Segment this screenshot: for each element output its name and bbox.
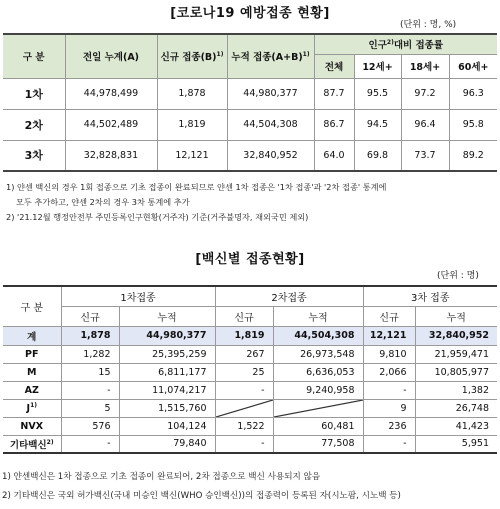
cell: 15 [61, 363, 119, 381]
cell: 1,282 [61, 345, 119, 363]
vaccination-status-title: [코로나19 예방접종 현황] [170, 6, 330, 21]
header-dose2: 2차접종 [215, 286, 363, 306]
rate-12-cell: 94.5 [354, 109, 401, 140]
cell: 6,811,177 [119, 363, 215, 381]
vaccination-status-table [3, 33, 497, 172]
cell: - [61, 381, 119, 399]
header-age18: 18세+ [401, 54, 449, 78]
footnote: 1) 얀센백신은 1차 접종으로 기초 접종이 완료되어, 2차 접종으로 백신 사용되지 않음 [2, 472, 321, 482]
cumulative-cell: 44,980,377 [227, 78, 314, 109]
rate-18-cell: 97.2 [401, 78, 449, 109]
cell: 11,074,217 [119, 381, 215, 399]
table-row [3, 109, 497, 140]
header-age12: 12세+ [354, 54, 401, 78]
header-new: 신규 [215, 306, 273, 326]
new-cell: 1,878 [157, 78, 227, 109]
cell: 1,819 [215, 326, 273, 345]
cell: 1,382 [415, 381, 497, 399]
cell: 6,636,053 [273, 363, 363, 381]
rate-all-cell: 87.7 [314, 78, 354, 109]
cell: 12,121 [363, 326, 415, 345]
cell: 1,515,760 [119, 399, 215, 417]
cumulative-cell: 32,840,952 [227, 140, 314, 171]
diagonal-line-icon [216, 400, 273, 417]
new-cell: 12,121 [157, 140, 227, 171]
rate-60-cell: 95.8 [449, 109, 497, 140]
row-label: 기타백신$^{2)}$ [3, 435, 61, 453]
footnote: 1) 얀센 백신의 경우 1회 접종으로 기초 접종이 완료되므로 얀센 1차 접종은 '1차 접종'과 '2차 접종' 통계에 [6, 182, 387, 192]
cumulative-cell: 44,504,308 [227, 109, 314, 140]
diagonal-line-icon [274, 400, 363, 417]
cell: 44,980,377 [119, 326, 215, 345]
cell: 1,522 [215, 417, 273, 435]
row-label: 1차 [3, 78, 65, 109]
header-category: 구 분 [3, 34, 65, 78]
row-label: PF [3, 345, 61, 363]
footnotes-1 [6, 180, 494, 225]
new-cell: 1,819 [157, 109, 227, 140]
header-pop-ratio: 인구$^{2)}$대비 접종률 [314, 34, 497, 54]
table-row [3, 345, 497, 363]
row-label: $J^{1)}$ [3, 399, 61, 417]
header-cum: 누적 [119, 306, 215, 326]
cell: 267 [215, 345, 273, 363]
rate-60-cell: 96.3 [449, 78, 497, 109]
table-row [3, 78, 497, 109]
footnote: 2) '21.12월 행정안전부 주민등록인구현황(거주자) 기준(거주불명자, 재외국민 제외) [6, 212, 309, 222]
table-row [3, 435, 497, 453]
rate-12-cell: 95.5 [354, 78, 401, 109]
header-new: 신규 [363, 306, 415, 326]
row-label: 2차 [3, 109, 65, 140]
cell: 104,124 [119, 417, 215, 435]
row-label: AZ [3, 381, 61, 399]
cell: - [363, 435, 415, 453]
cell: 26,748 [415, 399, 497, 417]
cell: 2,066 [363, 363, 415, 381]
cell: 5,951 [415, 435, 497, 453]
rate-all-cell: 64.0 [314, 140, 354, 171]
cell: 77,508 [273, 435, 363, 453]
cell: 60,481 [273, 417, 363, 435]
header-all: 전체 [314, 54, 354, 78]
cell: - [61, 435, 119, 453]
cell: - [363, 381, 415, 399]
header-category: 구 분 [3, 286, 61, 326]
row-label: 계 [3, 326, 61, 345]
cell: 41,423 [415, 417, 497, 435]
row-label: NVX [3, 417, 61, 435]
prev-cumulative-cell: 44,978,499 [65, 78, 157, 109]
cell: 21,959,471 [415, 345, 497, 363]
rate-all-cell: 86.7 [314, 109, 354, 140]
cell: 1,878 [61, 326, 119, 345]
header-dose3: 3차 접종 [363, 286, 497, 306]
table-row [3, 140, 497, 171]
cell: 79,840 [119, 435, 215, 453]
row-label: 3차 [3, 140, 65, 171]
row-label: M [3, 363, 61, 381]
header-prev-cumulative: 전일 누계(A) [65, 34, 157, 78]
cell: 576 [61, 417, 119, 435]
cell: 236 [363, 417, 415, 435]
footnotes-2 [2, 468, 498, 506]
not-applicable-cell [215, 399, 273, 417]
rate-60-cell: 89.2 [449, 140, 497, 171]
cell: 26,973,548 [273, 345, 363, 363]
table-row [3, 381, 497, 399]
footnote: 2) 기타백신은 국외 허가백신(국내 미승인 백신(WHO 승인백신))의 접종력이 등록된 자(시노팜, 시노백 등) [2, 491, 401, 501]
not-applicable-cell [273, 399, 363, 417]
cell: 9,810 [363, 345, 415, 363]
vaccine-type-title: [백신별 접종현황] [195, 252, 305, 267]
cell: 25 [215, 363, 273, 381]
cell: 9,240,958 [273, 381, 363, 399]
cell: 5 [61, 399, 119, 417]
cell: - [215, 435, 273, 453]
cell: - [215, 381, 273, 399]
unit-label-2: (단위 : 명) [437, 271, 479, 281]
table-row [3, 399, 497, 417]
cell: 32,840,952 [415, 326, 497, 345]
unit-label-1: (단위 : 명, %) [400, 20, 457, 30]
prev-cumulative-cell: 32,828,831 [65, 140, 157, 171]
header-new: 신규 [61, 306, 119, 326]
rate-18-cell: 73.7 [401, 140, 449, 171]
header-cumulative: 누적 접종$(A+B)^{1)}$ [227, 34, 314, 78]
header-age60: 60세+ [449, 54, 497, 78]
table-row [3, 417, 497, 435]
footnote: 모두 추가하고, 얀센 2차의 경우 3차 통계에 추가 [16, 197, 190, 207]
vaccine-type-table [3, 285, 497, 454]
rate-18-cell: 96.4 [401, 109, 449, 140]
cell: 25,395,259 [119, 345, 215, 363]
total-row [3, 326, 497, 345]
header-new: 신규 접종$(B)^{1)}$ [157, 34, 227, 78]
rate-12-cell: 69.8 [354, 140, 401, 171]
cell: 44,504,308 [273, 326, 363, 345]
header-cum: 누적 [273, 306, 363, 326]
cell: 10,805,977 [415, 363, 497, 381]
prev-cumulative-cell: 44,502,489 [65, 109, 157, 140]
header-dose1: 1차접종 [61, 286, 215, 306]
header-cum: 누적 [415, 306, 497, 326]
table-row [3, 363, 497, 381]
cell: 9 [363, 399, 415, 417]
